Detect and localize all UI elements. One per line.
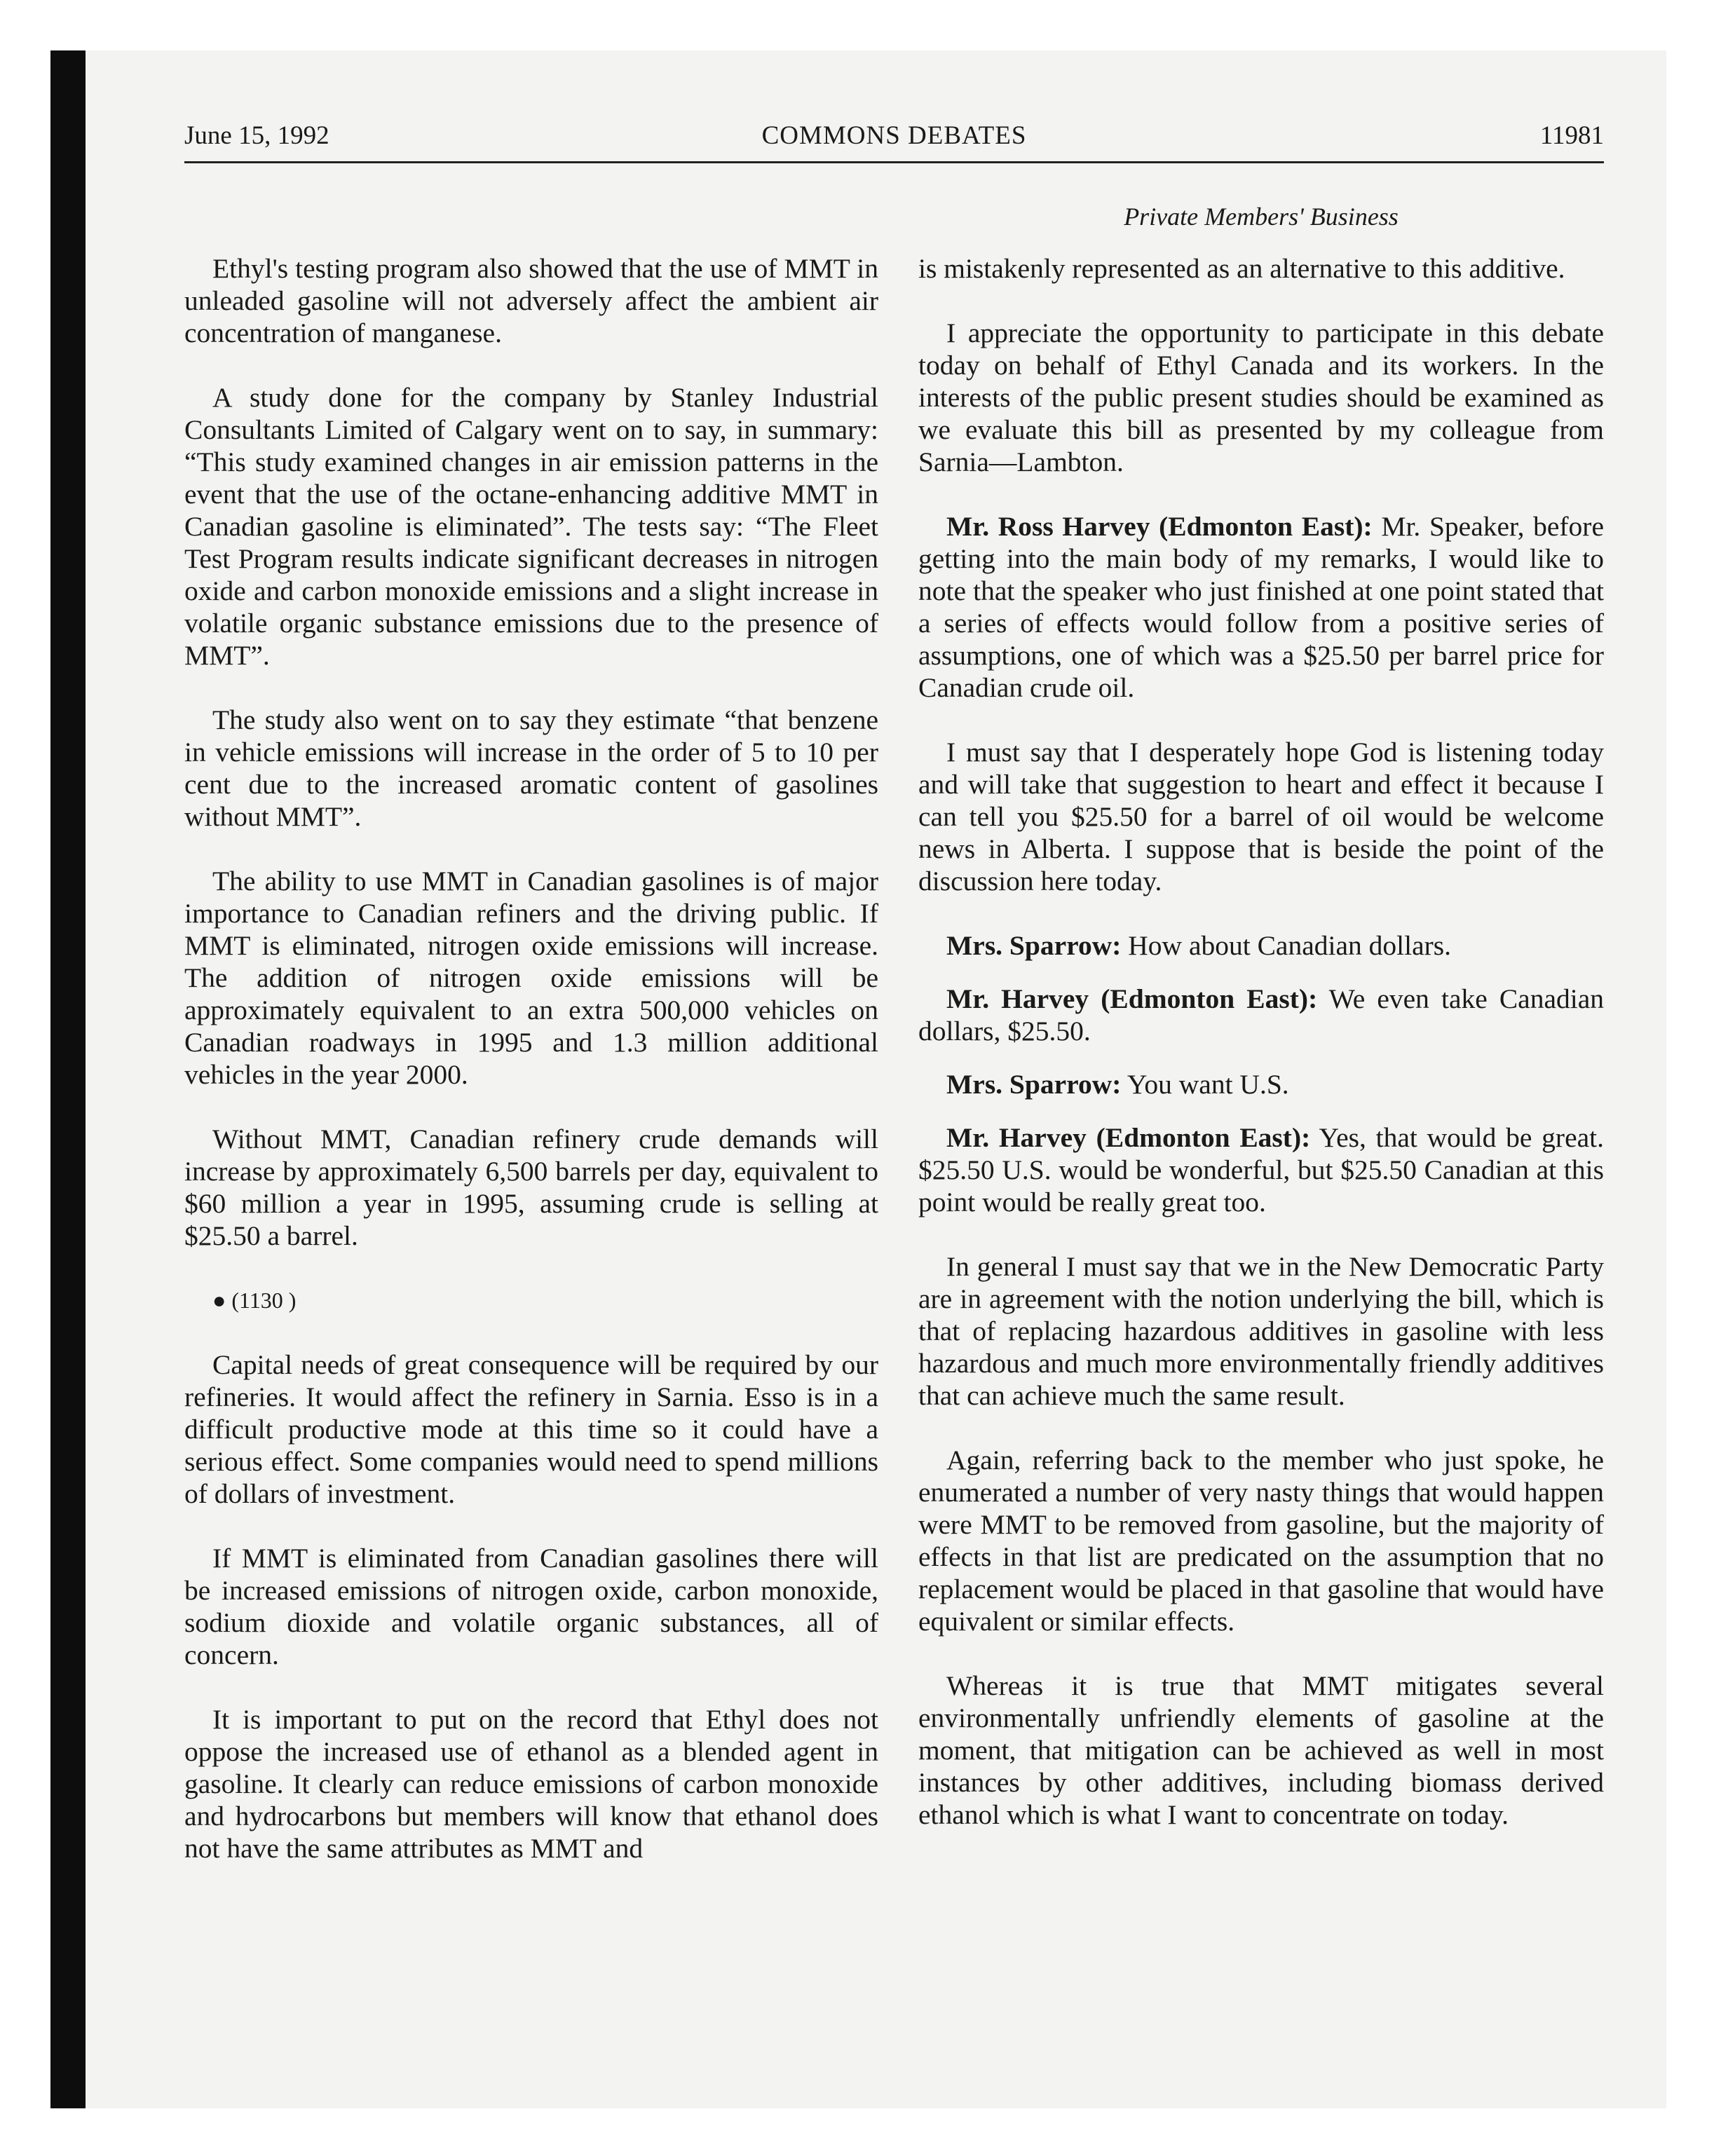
time-marker: ● (1130 ) (212, 1288, 297, 1313)
page-header (184, 121, 1604, 163)
paragraph: Without MMT, Canadian refinery crude demands will increase by approximately 6,500 barrels per day, equivalent to $60 million a year in 1995, assuming crude is selling at $25.50 a barrel. (184, 1124, 878, 1251)
speech-paragraph (918, 983, 1604, 1047)
speaker-name: Mrs. Sparrow: (946, 1069, 1122, 1100)
paragraph: It is important to put on the record that Ethyl does not oppose the increased use of ethanol as a blended agent in gasoline. It clearly can reduce emissions of carbon monoxide and hydrocarbons but members will know that ethanol does not have the same attributes as MMT and (184, 1704, 878, 1864)
right-column (918, 252, 1604, 1863)
speaker-name: Mr. Harvey (Edmonton East): (946, 1122, 1311, 1153)
paragraph: The study also went on to say they estimate “that benzene in vehicle emissions will increase in the order of 5 to 10 per cent due to the increased aromatic content of gasolines without MMT”. (184, 704, 878, 832)
paragraph: In general I must say that we in the New Democratic Party are in agreement with the notion underlying the bill, which is that of replacing hazardous additives in gasoline with less hazardous and much more environmentally friendly additives that can achieve much the same result. (918, 1251, 1604, 1411)
header-page-number: 11981 (1539, 121, 1604, 150)
speech-paragraph (918, 929, 1604, 962)
section-heading: Private Members' Business (1124, 203, 1399, 231)
scan-edge-bar (50, 50, 86, 2108)
left-column (184, 252, 878, 1897)
paragraph: I must say that I desperately hope God is listening today and will take that suggestion to heart and effect it because I can tell you $25.50 for a barrel of oil would be welcome news in Alberta. I suppose that is beside the point of the discussion here today. (918, 737, 1604, 896)
paragraph: If MMT is eliminated from Canadian gasolines there will be increased emissions of nitrogen oxide, carbon monoxide, sodium dioxide and volatile organic substances, all of concern. (184, 1543, 878, 1670)
paragraph: Ethyl's testing program also showed that the use of MMT in unleaded gasoline will not adversely affect the ambient air concentration of manganese. (184, 253, 878, 348)
speech-paragraph (918, 510, 1604, 704)
paragraph: A study done for the company by Stanley Industrial Consultants Limited of Calgary went on to say, in summary: “This study examined changes in air emission patterns in the event that the use of the octane-enhancing additive MMT in Canadian gasoline is eliminated”. The tests say: “The Fleet Test Program results indicate significant decreases in nitrogen oxide and carbon monoxide emissions and a slight increase in volatile organic substance emissions due to the presence of MMT”. (184, 382, 878, 671)
paragraph: The ability to use MMT in Canadian gasolines is of major importance to Canadian refiners and the driving public. If MMT is eliminated, nitrogen oxide emissions will increase. The addition of nitrogen oxide emissions will be approximately equivalent to an extra 500,000 vehicles on Canadian roadways in 1995 and 1.3 million additional vehicles in the year 2000. (184, 866, 878, 1090)
paragraph: is mistakenly represented as an alternative to this additive. (918, 253, 1565, 284)
paragraph: Again, referring back to the member who just spoke, he enumerated a number of very nasty things that would happen were MMT to be removed from gasoline, but the majority of effects in that list are predicated on the assumption that no replacement would be placed in that gasoline that would have equivalent or similar effects. (918, 1445, 1604, 1637)
header-rule (184, 161, 1604, 163)
speech-paragraph (918, 1121, 1604, 1218)
header-date: June 15, 1992 (184, 121, 329, 150)
paragraph: Whereas it is true that MMT mitigates several environmentally unfriendly elements of gasoline at the moment, that mitigation can be achieved as well in most instances by other additives, including biomass derived ethanol which is what I want to concentrate on today. (918, 1670, 1604, 1830)
speaker-name: Mr. Harvey (Edmonton East): (946, 983, 1318, 1014)
paragraph: Capital needs of great consequence will be required by our refineries. It would affect the refinery in Sarnia. Esso is in a difficult productive mode at this time so it could have a serious effect. Some companies would need to spend millions of dollars of investment. (184, 1349, 878, 1509)
header-title: COMMONS DEBATES (761, 121, 1027, 150)
speech-text: We even take Canadian dollars, $25.50. (918, 983, 1604, 1046)
speaker-name: Mrs. Sparrow: (946, 930, 1122, 961)
speech-text: Yes, that would be great. $25.50 U.S. would be wonderful, but $25.50 Canadian at this point would be really great too. (918, 1122, 1604, 1217)
speech-text: How about Canadian dollars. (1121, 930, 1452, 961)
paragraph: I appreciate the opportunity to participate in this debate today on behalf of Ethyl Canada and its workers. In the interests of the public present studies should be examined as we evaluate this bill as presented by my colleague from Sarnia—Lambton. (918, 318, 1604, 477)
speaker-name: Mr. Ross Harvey (Edmonton East): (946, 511, 1373, 542)
speech-text: Mr. Speaker, before getting into the main body of my remarks, I would like to note that the speaker who just finished at one point stated that a series of effects would follow from a positive series of assumptions, one of which was a $25.50 per barrel price for Canadian crude oil. (918, 511, 1604, 703)
speech-paragraph (918, 1068, 1604, 1100)
speech-text: You want U.S. (1121, 1069, 1289, 1100)
